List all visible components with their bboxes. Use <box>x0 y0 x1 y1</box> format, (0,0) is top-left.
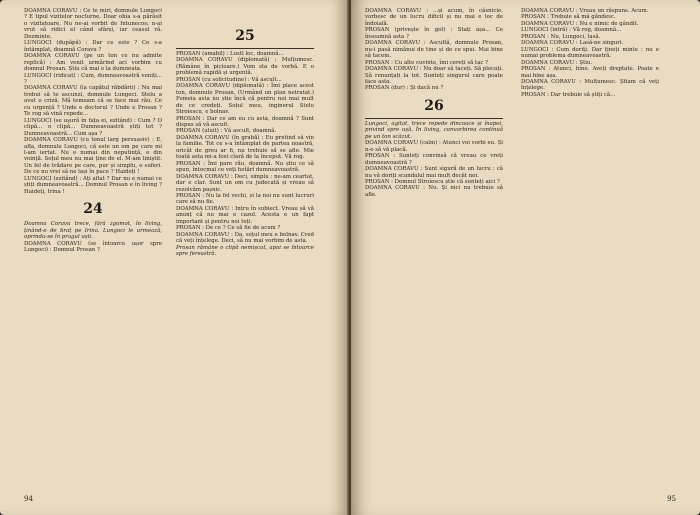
scene-number: 24 <box>83 201 103 218</box>
paragraph: DOAMNA CORAVU (calm) : Atunci voi vorbi eu. Și n-o să vă placă. <box>365 140 503 153</box>
paragraph: LUNGOCI (dupăpă) : Dar ce este ? Ce s-a întâmplat, doamnă Coravu ? <box>24 40 162 53</box>
paragraph: DOAMNA CORAVU : Mulțumesc. Știam că veți înțelege. <box>521 78 659 92</box>
divider <box>176 48 314 49</box>
paragraph: DOAMNA CORAVU : Știu. <box>521 59 593 66</box>
paragraph: DOAMNA CORAVU : Da, soțul meu e bolnav. Cred că veți înțelege. Deci, să nu mai vorbim de asta. <box>176 231 314 245</box>
page-number-right: 95 <box>667 495 676 503</box>
text-column-2 <box>176 8 314 258</box>
paragraph: PROSAN : Dar trebuie să știți că... <box>521 91 616 98</box>
text-column-1 <box>24 8 162 253</box>
paragraph: PROSAN (amabil) : Lustl loc, doamnă... <box>176 51 284 57</box>
paragraph: PROSAN : Atunci, bine. Aveți dreptate. Poate e mai bine așa. <box>521 66 659 79</box>
text-column-3 <box>365 8 503 198</box>
paragraph: PROSAN (cu solicitudine) : Vă ascult... <box>176 76 282 83</box>
right-page <box>351 0 700 515</box>
paragraph: PROSAN : Nu la fel vechi, și la noi nu sunt lucruri care să nu fie. <box>176 192 314 206</box>
paragraph: PROSAN : Cu alte cuvinte, îmi cereți să tac ? <box>365 59 489 66</box>
scene-number: 25 <box>235 28 255 44</box>
paragraph: DOAMNA CORAVU : Sunt sigură de un lucru : că nu vă doriți scandalul mai mult decât noi. <box>365 166 503 179</box>
paragraph: DOAMNA CORAVU (pe un ton ce nu admite replică) : Am venit urmărind aci vorbim cu domnul Prosan. Știu că mai e la dumneata. <box>24 53 162 73</box>
paragraph: PROSAN : Domnul Stroiescu știe că sunteți aici ? <box>365 178 500 185</box>
page-number-left: 94 <box>24 495 33 503</box>
paragraph: DOAMNA CORAVU (diplomată) : Mulțumesc. (Rămâne în picioare.) Vom sta de vorbă. E o problemă rapidă și urgentă. <box>176 57 314 77</box>
paragraph: DOAMNA CORAVU : Vreau un răspuns. Acum. <box>521 8 649 14</box>
paragraph: PROSAN (dur) : Și dacă nu ? <box>365 85 444 92</box>
paragraph: LUNGOCI (ridicat) : Cum, dumneavoastră veniți... ? <box>24 72 162 85</box>
paragraph: DOAMNA CORAVU : ...și acum, în căsnicie, vorbesc de un lucru dificil și nu mai e loc de îndoială. <box>365 8 503 27</box>
stage-direction: Doamna Coravu trece, fără zgomot, în living, ținând-o de braț pe Irina. Lungoci le urmează, oprindu-se în pragul ușii. <box>24 221 162 241</box>
paragraph: DOAMNA CORAVU : Intru în subiect. Vreau să vă anunț că nu mai e cazul. Acesta e un fapt important și pentru noi toți. <box>176 205 314 225</box>
paragraph: DOAMNA CORAVU : Ascultă, domnule Prosan, nu-i pasă nimănui de tine și de ce spui. Mai bine să tacem. <box>365 40 503 60</box>
paragraph: LUNGOCI (intră) : Vă rog, doamnă... <box>521 27 622 34</box>
text-column-4 <box>521 8 659 98</box>
paragraph: PROSAN (privește în gol) : Stați așa... Ce înseamnă asta ? <box>365 27 503 40</box>
paragraph: LUNGOCI (ezitând) : Ați aflat ? Dar nu e numai ce știți dumneavoastră... Domnul Prosan e în living ? Haideți, Irina ! <box>24 175 162 195</box>
paragraph: DOAMNA CORAVU : Nu e nimic de gândit. <box>521 20 639 27</box>
paragraph: DOAMNA CORAVU (se întoarce ușor spre Lungoci) : Domnul Prosan ? <box>24 240 162 253</box>
paragraph: DOAMNA CORAVU : Deci, simplu : ne-am ceartat, dar e clar. Sunt un om cu judecată și vreau să rezolvăm pașnic. <box>176 173 314 193</box>
paragraph: LUNGOCI (se ușură în fața ei, ezitând) : Cum ? O clipă... o clipă... Dumneavoastră știți tot ? Dumneavoastră... Cum așa ? <box>24 117 162 137</box>
paragraph: PROSAN : Îmi pare rău, doamnă. Nu știu ce să spun, întocmai ce veți hotărî dumneavoastră. <box>176 160 314 174</box>
paragraph: PROSAN : Nu, Lungoci, lasă. <box>521 33 601 40</box>
paragraph: PROSAN : De ce ? Ce să fie de acum ? <box>176 225 281 232</box>
paragraph: PROSAN (uluit) : Vă ascult, doamnă. <box>176 128 277 135</box>
paragraph: DOAMNA CORAVU : Lasă-ne singuri. <box>521 40 624 47</box>
left-page <box>0 0 349 515</box>
paragraph: PROSAN : Sunteți convinsă că vreau ce vreți dumneavoastră ? <box>365 153 503 166</box>
paragraph: PROSAN : Trebuie să mă gândesc. <box>521 14 616 21</box>
paragraph: DOAMNA CORAVU (diplomată) : Îmi place acest ton, domnule Prosan. (Urmând un plan netratat.) Femeia asta nu știe încă că pentru noi mai mult de ce credeți. Soțul meu, inginerul Stelu Stroiescu, e bolnav. <box>176 83 314 116</box>
paragraph: DOAMNA CORAVU (în grabă) : Eu pretind să vin la familie. Tot ce s-a întâmplat de partea noastră, oricât de greu ar fi, nu trebuie să se afle. Mie toată asta mi-a fost clară de la început. Vă rog. <box>176 134 314 161</box>
paragraph: DOAMNA CORAVU : Nu. Și nici nu trebuie să afle. <box>365 185 503 198</box>
paragraph: DOAMNA CORAVU : Ce te miri, domnule Lungoci ? E tipul vizitelor nocturne. Doar ohia s-a părăsit o vizitatoare. Nu ne-ai vorbit de Intunecos; n-ai vrut să ridici el când sfârși, iar ceasul ră. Dezminte. <box>24 8 162 40</box>
paragraph: PROSAN : Dar ce am eu cu asta, doamnă ? Sunt dispus să vă ascult. <box>176 115 314 128</box>
stage-direction: Prosan rămâne o clipă nemișcat, apoi se întoarce spre fereastră. <box>176 244 314 258</box>
scene-number: 26 <box>424 97 444 114</box>
paragraph: DOAMNA CORAVU (la capătul răbdării) : Nu mai trebui să te ascunzi, domnule Lungoci. Stelu a avut o criză. Mă temeam că se face mai rău. Ce cu urgență ? Unde e doctorul ? Unde e Prosan ? Te rog să vină repede... <box>24 85 162 118</box>
stage-direction: Lungoci, agitat, trece repede dincoace și înapoi, privind spre ușă. În living, convorbirea continuă pe un ton scăzut. <box>365 120 503 140</box>
paragraph: DOAMNA CORAVU (cu tonul larg persuasiv) : E, afla, domnule Lungoci, că este un om pe care mi l-am iertat. Nu e numai din neputință, e din voință. Soțul meu nu mai ține de el. M-am liniștit. Un fel de trădare pe care, pur și simplu, o suferi. De ce nu vrei să ne lași în pace ? Haideți ! <box>24 137 162 176</box>
paragraph: LUNGOCI : Cum doriți. Dar țineți minte : nu e numai problema dumneavoastră. <box>521 46 659 60</box>
divider <box>365 118 503 119</box>
paragraph: DOAMNA CORAVU : Nu doar să taceți. Să plecați. Să renunțați la tot. Sunteți singurul care poate face asta. <box>365 66 503 85</box>
